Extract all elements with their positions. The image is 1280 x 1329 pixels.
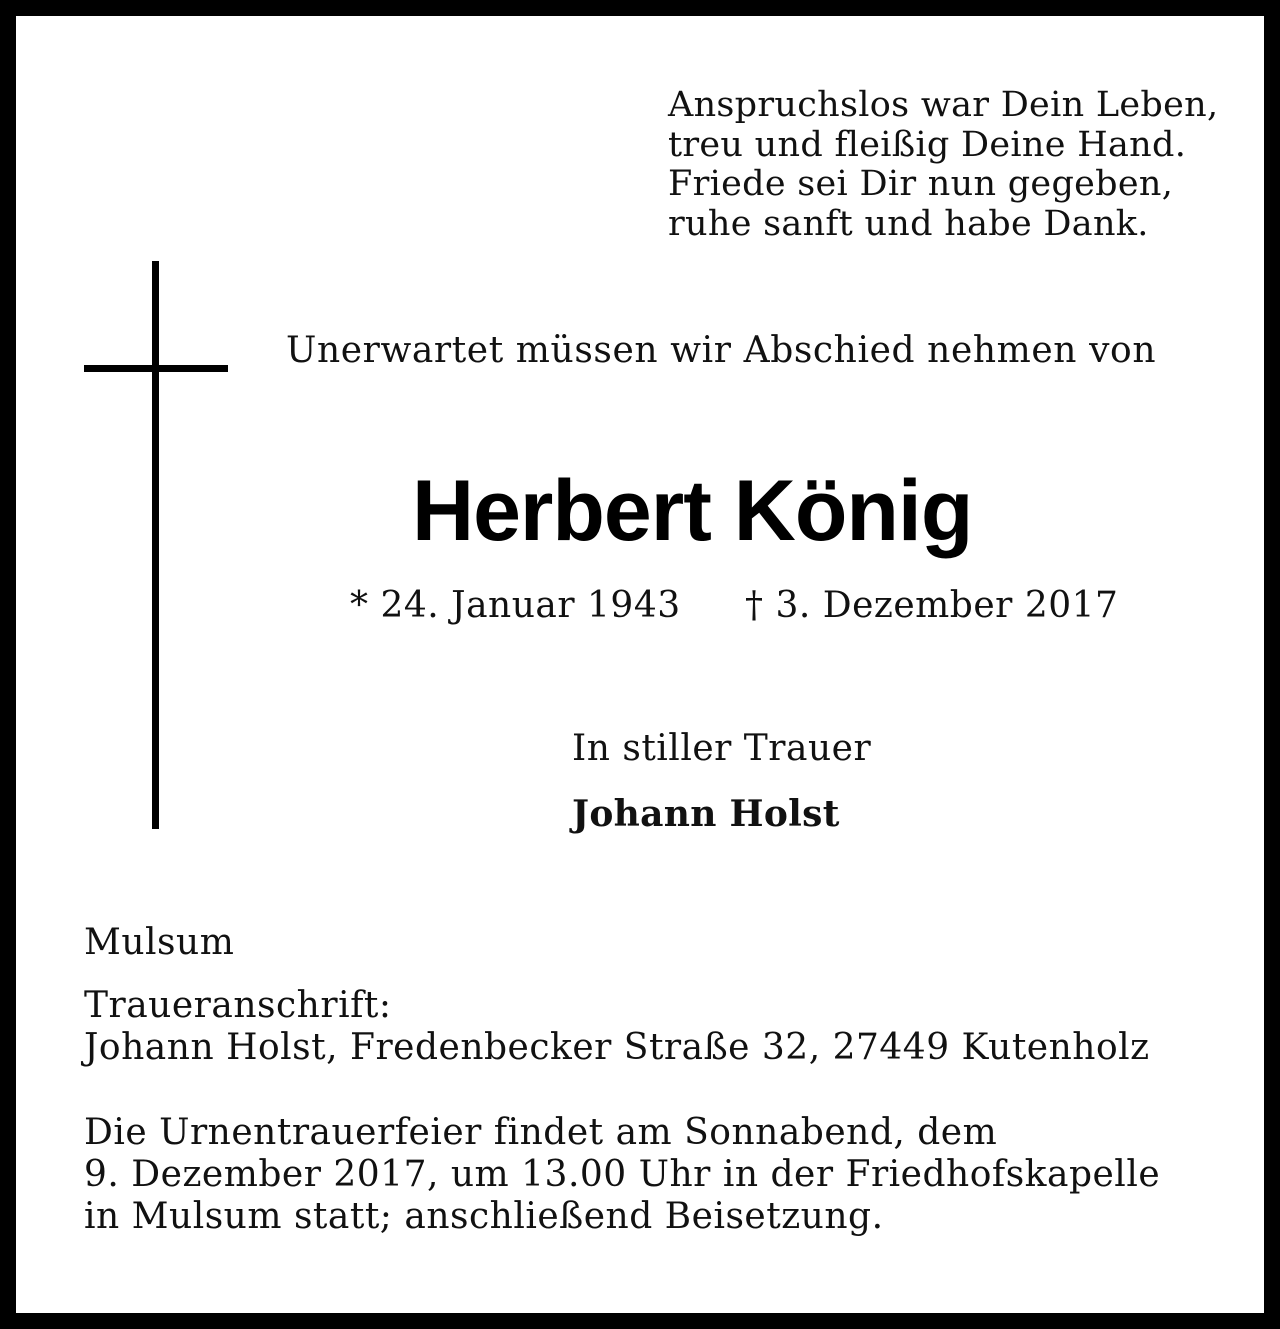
poem-line: Friede sei Dir nun gegeben, [668, 164, 1174, 204]
poem-line: Anspruchslos war Dein Leben, [668, 85, 1219, 125]
poem [668, 86, 1218, 244]
ceremony-line: in Mulsum statt; anschließend Beisetzung. [84, 1196, 884, 1237]
mourner-name: Johann Holst [572, 793, 840, 835]
death-date: † 3. Dezember 2017 [745, 585, 1119, 626]
address-line: Johann Holst, Fredenbecker Straße 32, 27449 Kutenholz [84, 1027, 1150, 1068]
mourning-text: In stiller Trauer [572, 728, 872, 769]
intro-text: Unerwartet müssen wir Abschied nehmen von [286, 330, 1157, 371]
address-label: Traueranschrift: [84, 985, 392, 1026]
birth-date: * 24. Januar 1943 [350, 585, 681, 626]
place-name: Mulsum [84, 922, 235, 963]
deceased-name: Herbert König [412, 463, 973, 559]
poem-line: treu und fleißig Deine Hand. [668, 124, 1187, 165]
ceremony-line: 9. Dezember 2017, um 13.00 Uhr in der Friedhofskapelle [84, 1154, 1161, 1195]
poem-line: ruhe sanft und habe Dank. [668, 203, 1149, 244]
mourning-address [84, 985, 1150, 1069]
cross-vertical-bar [152, 261, 159, 829]
ceremony-info [84, 1112, 1160, 1238]
ceremony-line: Die Urnentrauerfeier findet am Sonnabend, dem [84, 1112, 998, 1153]
cross-horizontal-bar [84, 365, 228, 372]
